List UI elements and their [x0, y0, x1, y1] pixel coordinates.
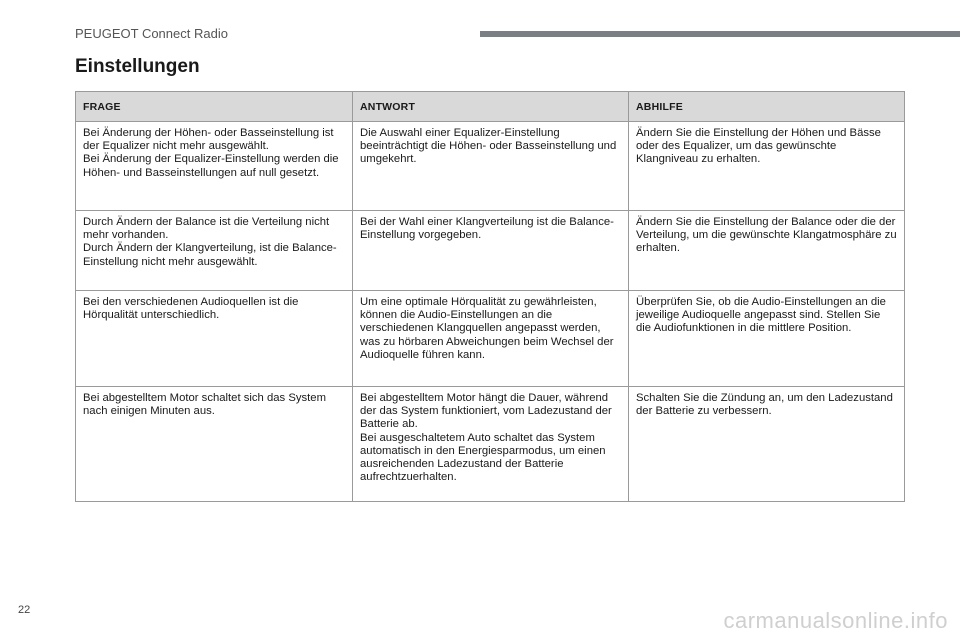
column-header-antwort: ANTWORT	[353, 92, 629, 122]
faq-table	[75, 91, 905, 502]
table-cell-abhilfe: Ändern Sie die Einstellung der Balance oder die der Verteilung, um die gewünschte Klangatmosphäre zu erhalten.	[629, 211, 905, 291]
table-cell-abhilfe: Schalten Sie die Zündung an, um den Ladezustand der Batterie zu verbessern.	[629, 387, 905, 502]
table-row	[76, 291, 905, 387]
table-row	[76, 211, 905, 291]
table-row	[76, 387, 905, 502]
table-cell-antwort: Bei abgestelltem Motor hängt die Dauer, während der das System funktioniert, vom Ladezustand der Batterie ab. Bei ausgeschaltetem Auto schaltet das System automatisch in den Energiesparmodus, um einen ausreichenden Ladezustand der Batterie aufrechtzuerhalten.	[353, 387, 629, 502]
header-bar	[480, 31, 960, 37]
table-header-row	[76, 92, 905, 122]
table-cell-frage: Bei Änderung der Höhen- oder Basseinstellung ist der Equalizer nicht mehr ausgewählt. Bei Änderung der Equalizer-Einstellung werden die Höhen- und Basseinstellungen auf null gesetzt.	[76, 122, 353, 211]
table-cell-frage: Bei den verschiedenen Audioquellen ist die Hörqualität unterschiedlich.	[76, 291, 353, 387]
table-row	[76, 122, 905, 211]
table-cell-frage: Durch Ändern der Balance ist die Verteilung nicht mehr vorhanden. Durch Ändern der Klangverteilung, ist die Balance-Einstellung nicht mehr ausgewählt.	[76, 211, 353, 291]
page-number: 22	[18, 604, 31, 616]
page-title: Einstellungen	[75, 56, 200, 77]
table-cell-frage: Bei abgestelltem Motor schaltet sich das System nach einigen Minuten aus.	[76, 387, 353, 502]
table-cell-antwort: Um eine optimale Hörqualität zu gewährleisten, können die Audio-Einstellungen an die verschiedenen Klangquellen angepasst werden, was zu hörbaren Abweichungen beim Wechsel der Audioquelle führen kann.	[353, 291, 629, 387]
table-cell-abhilfe: Überprüfen Sie, ob die Audio-Einstellungen an die jeweilige Audioquelle angepasst sind. Stellen Sie die Audiofunktionen in die mittlere Position.	[629, 291, 905, 387]
table-cell-antwort: Bei der Wahl einer Klangverteilung ist die Balance-Einstellung vorgegeben.	[353, 211, 629, 291]
watermark: carmanualsonline.info	[723, 608, 948, 633]
table-cell-abhilfe: Ändern Sie die Einstellung der Höhen und Bässe oder des Equalizer, um das gewünschte Klangniveau zu erhalten.	[629, 122, 905, 211]
column-header-frage: FRAGE	[76, 92, 353, 122]
column-header-abhilfe: ABHILFE	[629, 92, 905, 122]
table-cell-antwort: Die Auswahl einer Equalizer-Einstellung beeinträchtigt die Höhen- oder Basseinstellung und umgekehrt.	[353, 122, 629, 211]
header-title: PEUGEOT Connect Radio	[75, 26, 228, 41]
